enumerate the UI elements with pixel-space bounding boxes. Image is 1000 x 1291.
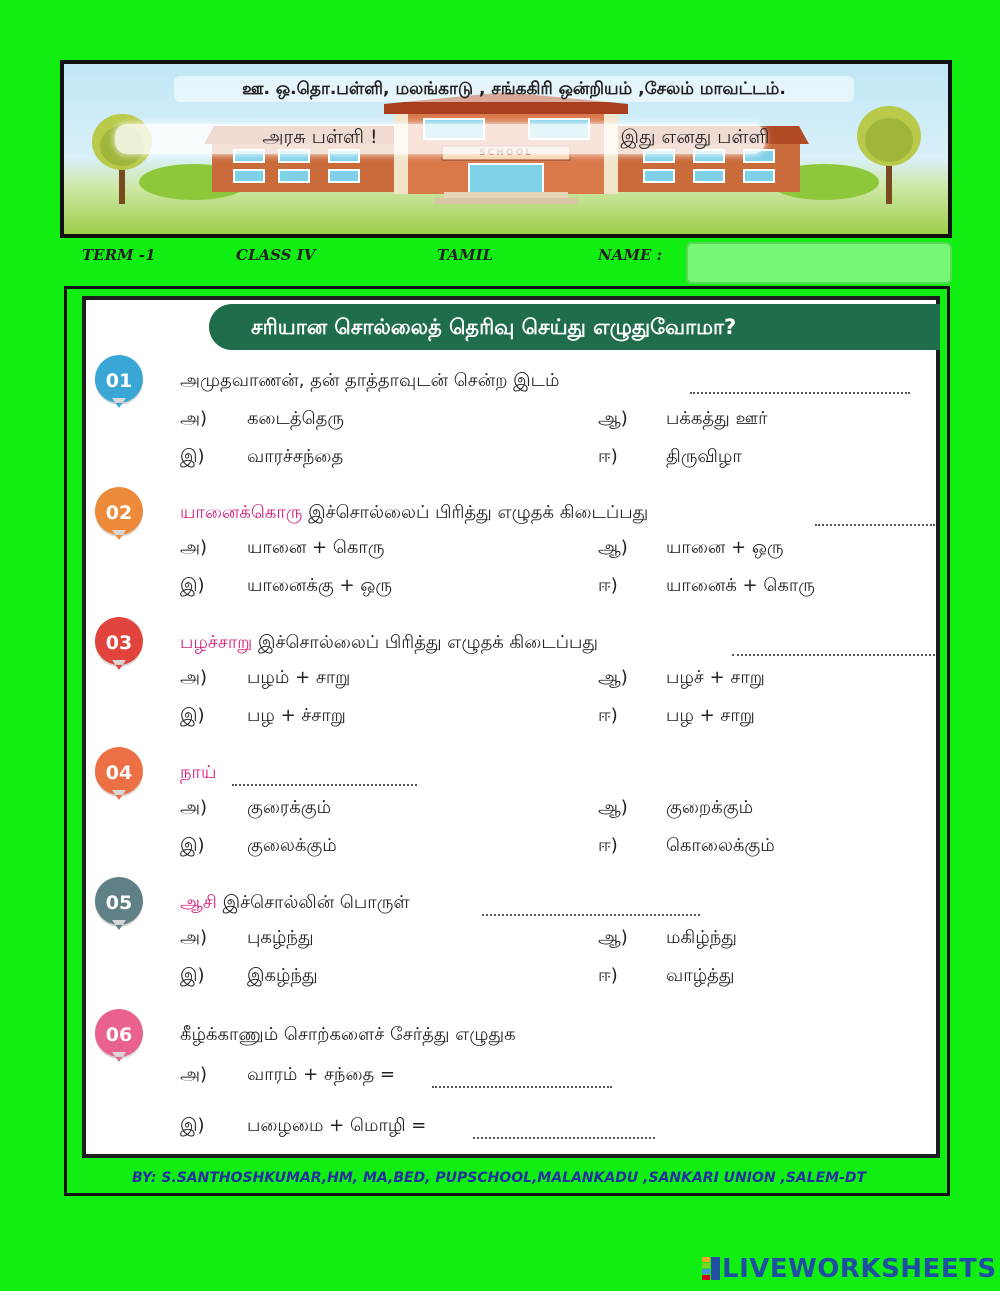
question-number: 02	[105, 502, 133, 524]
question-number-badge	[92, 746, 142, 796]
subject-label: TAMIL	[437, 246, 494, 264]
option-label: ஈ)	[598, 965, 618, 986]
option-choice[interactable]: யானைக் + கொரு	[666, 575, 815, 596]
term-label: TERM -1	[82, 246, 156, 264]
question-prompt: இச்சொல்லைப் பிரித்து எழுதக் கிடைப்பது	[252, 632, 599, 653]
caption-right: இது எனது பள்ளி	[620, 126, 770, 148]
option-label: ஆ)	[598, 537, 628, 558]
option-label: அ)	[180, 797, 208, 818]
option-label: இ)	[180, 575, 205, 596]
option-choice[interactable]: வாரச்சந்தை	[247, 446, 344, 467]
option-label: ஆ)	[598, 667, 628, 688]
option-choice[interactable]: யானைக்கு + ஒரு	[247, 575, 393, 596]
option-choice[interactable]: இகழ்ந்து	[247, 965, 318, 986]
option-label: ஈ)	[598, 446, 618, 467]
option-label: அ)	[180, 408, 208, 429]
option-label: ஆ)	[598, 408, 628, 429]
name-input[interactable]	[686, 242, 952, 284]
question-number-badge	[92, 354, 142, 404]
option-choice[interactable]: கொலைக்கும்	[666, 835, 775, 856]
question-number-badge	[92, 1008, 142, 1058]
option-label: ஈ)	[598, 575, 618, 596]
option-label: ஆ)	[598, 927, 628, 948]
option-choice[interactable]: பழ + ச்சாறு	[247, 705, 346, 726]
question-keyword: ஆசி	[180, 892, 217, 913]
question-number-badge	[92, 616, 142, 666]
answer-blank[interactable]	[473, 1123, 655, 1139]
option-label: இ)	[180, 705, 205, 726]
question-text	[180, 762, 216, 785]
answer-blank[interactable]	[232, 770, 417, 786]
option-label: இ)	[180, 835, 205, 856]
question-number: 01	[105, 370, 133, 392]
worksheet-heading: சரியான சொல்லைத் தெரிவு செய்து எழுதுவோமா?	[209, 304, 940, 350]
question-keyword: யானைக்கொரு	[180, 502, 303, 523]
class-label: CLASS IV	[236, 246, 316, 264]
liveworksheets-icon	[700, 1256, 722, 1282]
question-number: 03	[105, 632, 133, 654]
option-label: அ)	[180, 1064, 208, 1085]
option-choice[interactable]: பழைமை + மொழி =	[247, 1115, 427, 1136]
option-label: இ)	[180, 965, 205, 986]
option-choice[interactable]: கடைத்தெரு	[247, 408, 345, 429]
option-label: இ)	[180, 1115, 205, 1136]
answer-blank[interactable]	[482, 900, 700, 916]
question-prompt: கீழ்க்காணும் சொற்களைச் சேர்த்து எழுதுக	[180, 1024, 516, 1045]
option-choice[interactable]: பழச் + சாறு	[666, 667, 765, 688]
option-choice[interactable]: பழம் + சாறு	[247, 667, 351, 688]
question-text	[180, 632, 598, 655]
option-label: அ)	[180, 537, 208, 558]
name-label: NAME :	[598, 246, 663, 264]
option-label: அ)	[180, 667, 208, 688]
option-choice[interactable]: வாழ்த்து	[666, 965, 735, 986]
option-choice[interactable]: வாரம் + சந்தை =	[247, 1064, 396, 1085]
question-number: 05	[105, 892, 133, 914]
question-text	[180, 370, 560, 393]
question-text	[180, 502, 648, 525]
school-title: ஊ. ஒ.தொ.பள்ளி, மலங்காடு , சங்ககிரி ஒன்றியம் ,சேலம் மாவட்டம்.	[174, 76, 854, 102]
option-choice[interactable]: குரைக்கும்	[247, 797, 332, 818]
question-number: 06	[105, 1024, 133, 1046]
option-choice[interactable]: மகிழ்ந்து	[666, 927, 737, 948]
question-number-badge	[92, 486, 142, 536]
question-number-badge	[92, 876, 142, 926]
answer-blank[interactable]	[432, 1072, 612, 1088]
option-choice[interactable]: குறைக்கும்	[666, 797, 754, 818]
question-number: 04	[105, 762, 133, 784]
answer-blank[interactable]	[732, 640, 935, 656]
option-label: ஈ)	[598, 705, 618, 726]
question-prompt: இச்சொல்லின் பொருள்	[216, 892, 410, 913]
option-label: ஆ)	[598, 797, 628, 818]
question-text	[180, 892, 410, 915]
question-keyword: பழச்சாறு	[180, 632, 253, 653]
question-prompt: இச்சொல்லைப் பிரித்து எழுதக் கிடைப்பது	[302, 502, 649, 523]
answer-blank[interactable]	[690, 378, 910, 394]
option-choice[interactable]: யானை + கொரு	[247, 537, 385, 558]
liveworksheets-text: LIVEWORKSHEETS	[722, 1254, 997, 1284]
option-choice[interactable]: யானை + ஒரு	[666, 537, 784, 558]
option-choice[interactable]: புகழ்ந்து	[247, 927, 314, 948]
option-choice[interactable]: பழ + சாறு	[666, 705, 755, 726]
option-label: அ)	[180, 927, 208, 948]
caption-left: அரசு பள்ளி !	[262, 126, 378, 148]
question-keyword: நாய்	[180, 762, 217, 783]
question-prompt: அமுதவாணன், தன் தாத்தாவுடன் சென்ற இடம்	[180, 370, 560, 391]
option-label: ஈ)	[598, 835, 618, 856]
option-label: இ)	[180, 446, 205, 467]
option-choice[interactable]: பக்கத்து ஊர்	[666, 408, 768, 429]
option-choice[interactable]: திருவிழா	[666, 446, 742, 467]
question-text	[180, 1024, 516, 1047]
option-choice[interactable]: குலைக்கும்	[247, 835, 337, 856]
liveworksheets-logo	[700, 1254, 997, 1284]
author-credit: BY: S.SANTHOSHKUMAR,HM, MA,BED, PUPSCHOOL,MALANKADU ,SANKARI UNION ,SALEM-DT	[132, 1170, 867, 1186]
answer-blank[interactable]	[815, 510, 935, 526]
